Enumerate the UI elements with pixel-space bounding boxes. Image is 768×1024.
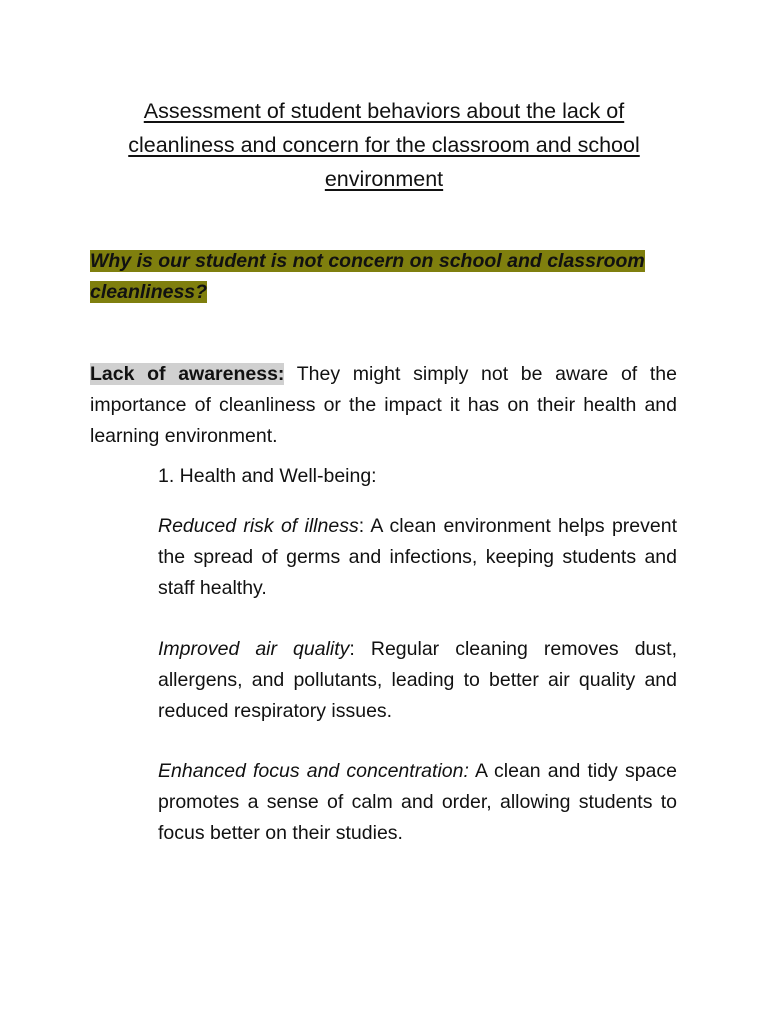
item-text: A clean and tidy space promotes a sense of calm and order, allowing students to focus better on their studies. [158,760,677,844]
list-item-air-quality [158,634,677,727]
lack-of-awareness-paragraph [90,359,677,452]
lack-of-awareness-lead: Lack of awareness: [90,363,285,385]
lack-of-awareness-text: They might simply not be aware of the importance of cleanliness or the impact it has on their health and learning environment. [90,363,677,447]
section-heading-health: 1. Health and Well-being: [158,465,377,487]
item-term: Reduced risk of illness [158,515,359,537]
question-text: Why is our student is not concern on school and classroom cleanliness? [90,250,645,303]
item-term: Improved air quality [158,638,350,660]
item-text: : A clean environment helps prevent the spread of germs and infections, keeping students and staff healthy. [158,515,677,599]
highlighted-question [90,246,678,308]
document-title: Assessment of student behaviors about the lack of cleanliness and concern for the classroom and school environment [128,99,640,191]
list-item-focus [158,756,677,849]
list-item-reduced-risk [158,511,677,604]
item-term: Enhanced focus and concentration: [158,760,469,782]
item-text: : Regular cleaning removes dust, allergens, and pollutants, leading to better air quality and reduced respiratory issues. [158,638,677,722]
